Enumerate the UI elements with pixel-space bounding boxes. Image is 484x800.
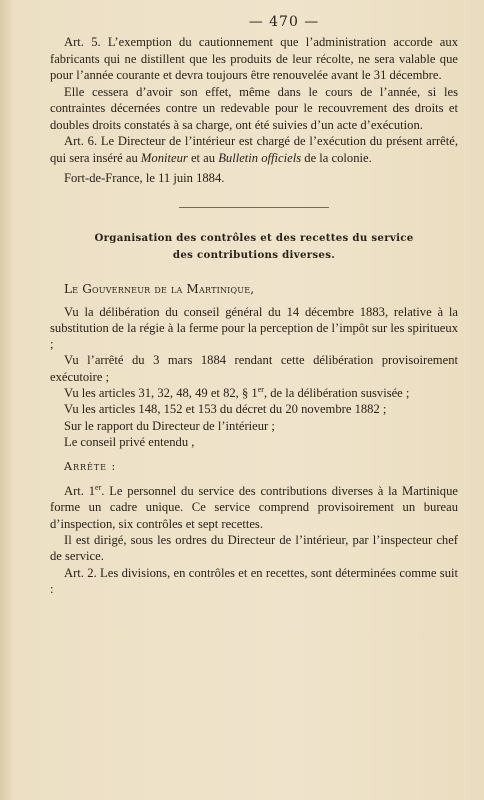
bulletin-title: Bulletin officiels xyxy=(218,150,302,165)
article-1-sup: er xyxy=(95,482,102,492)
consideration-1: Vu la délibération du conseil général du 14 décembre 1883, relative à la substitution de la régie à la ferme pour la perception de l’impôt sur les spiritueux ; xyxy=(50,304,458,352)
consideration-4: Vu les articles 148, 152 et 153 du décret du 20 novembre 1882 ; xyxy=(64,402,387,417)
moniteur-title: Moniteur xyxy=(140,150,188,165)
article-1 xyxy=(50,483,458,532)
consideration-5: Sur le rapport du Directeur de l’intérieur ; xyxy=(64,418,275,433)
consideration-3-rest: , de la délibération susvisée ; xyxy=(263,385,410,400)
top-section xyxy=(50,34,458,187)
section-title-line-2: des contributions diverses. xyxy=(172,248,336,261)
consideration-3-sup: er xyxy=(257,384,264,394)
articles xyxy=(50,483,458,597)
section-title xyxy=(50,230,458,264)
governor-heading: Le Gouverneur de la Martinique, xyxy=(64,281,255,296)
article-6-text-c: de la colonie. xyxy=(301,150,372,165)
consideration-3-text: Vu les articles 31, 32, 48, 49 et 82, § 1 xyxy=(64,385,258,400)
page-number: — 470 — xyxy=(248,14,320,30)
consideration-6: Le conseil privé entendu , xyxy=(64,434,195,449)
article-1-prefix: Art. 1 xyxy=(64,484,96,499)
article-6-text-a: Art. 6. Le Directeur de l’intérieur est chargé de l’exécution du présent arrêté, qui sera inséré au xyxy=(50,134,458,165)
article-6-text-b: et au xyxy=(187,150,219,165)
article-2: Art. 2. Les divisions, en contrôles et en recettes, sont déterminées comme suit : xyxy=(50,565,458,596)
article-5-continuation: Elle cessera d’avoir son effet, même dans le cours de l’année, si les contraintes décernées contre un redevable pour le recouvrement des droits et doubles droits constatés à sa charge, ont été suivies d’un acte d’exécution. xyxy=(50,84,458,132)
article-6 xyxy=(50,133,458,166)
article-1-text: . Le personnel du service des contributions diverses à la Martinique forme un cadre unique. Ce service comprend provisoirement un bureau d’inspection, six contrôles et sept recettes. xyxy=(50,484,458,531)
arrete-heading: Arrête : xyxy=(64,460,117,474)
section-divider xyxy=(179,207,329,208)
considerations xyxy=(50,304,458,451)
date-line: Fort-de-France, le 11 juin 1884. xyxy=(64,171,225,185)
article-5: Art. 5. L’exemption du cautionnement que l’administration accorde aux fabricants qui ne distillent que les produits de leur récolte, ne sera valable que pour l’année courante et devra toujours être renouvelée avant le 31 décembre. xyxy=(50,35,458,82)
section-title-line-1: Organisation des contrôles et des recettes du service xyxy=(94,231,414,244)
consideration-3 xyxy=(50,385,458,401)
article-1-second: Il est dirigé, sous les ordres du Directeur de l’intérieur, par l’inspecteur chef de service. xyxy=(50,533,458,564)
consideration-2: Vu l’arrêté du 3 mars 1884 rendant cette délibération provisoirement exécutoire ; xyxy=(50,353,458,384)
